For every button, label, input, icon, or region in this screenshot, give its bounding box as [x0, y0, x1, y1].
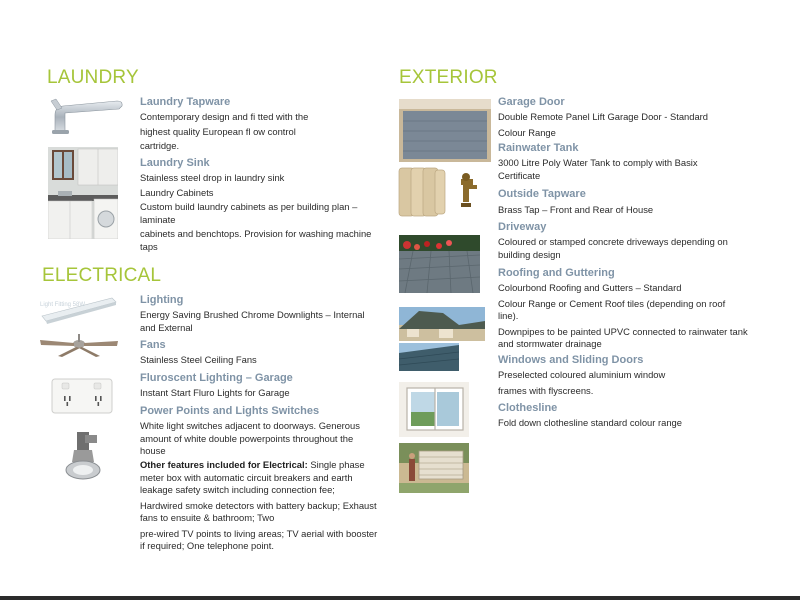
bottom-border	[0, 596, 800, 600]
outside-tapware-text: Brass Tap – Front and Rear of House	[498, 204, 654, 215]
laundry-room-image	[48, 147, 118, 239]
laundry-tapware-line: cartridge.	[140, 140, 180, 151]
fluoro-image-caption: Light Fitting 58W	[40, 302, 86, 308]
power-text: White light switches adjacent to doorways. Generous amount of white double powerpoints throughout the house	[140, 420, 360, 456]
rainwater-text: 3000 Litre Poly Water Tank to comply with Basix Certificate	[498, 157, 698, 181]
windows-line: Preselected coloured aluminium window	[498, 369, 666, 380]
laundry-cabinets-line: Custom build laundry cabinets as per building plan – laminate	[140, 201, 358, 225]
fans-text: Stainless Steel Ceiling Fans	[140, 354, 257, 365]
rainwater-heading: Rainwater Tank	[498, 142, 579, 154]
windows-image	[399, 382, 469, 437]
tv-points-text: pre-wired TV points to living areas; TV aerial with booster if required; One telephone point.	[140, 527, 378, 551]
laundry-title: LAUNDRY	[47, 67, 139, 88]
lighting-heading: Lighting	[140, 294, 184, 306]
other-features-text: Single phase meter box with automatic circuit breakers and earth leakage safety switch including connection fee;	[140, 459, 365, 495]
clothesline-text: Fold down clothesline standard colour range	[498, 417, 682, 428]
garage-door-heading: Garage Door	[498, 96, 565, 108]
roofing-heading: Roofing and Guttering	[498, 267, 615, 279]
fluoro-heading: Fluroscent Lighting – Garage	[140, 372, 293, 384]
driveway-heading: Driveway	[498, 221, 547, 233]
power-point-image	[51, 378, 113, 414]
laundry-tapware-line: Contemporary design and fi tted with the	[140, 111, 309, 122]
windows-heading: Windows and Sliding Doors	[498, 354, 644, 366]
smoke-detectors-text: Hardwired smoke detectors with battery backup; Exhaust fans to ensuite & bathroom; Two	[140, 499, 377, 523]
laundry-tapware-heading: Laundry Tapware	[140, 96, 231, 108]
garage-door-image	[399, 99, 491, 162]
laundry-sink-heading: Laundry Sink	[140, 157, 210, 169]
clothesline-heading: Clothesline	[498, 402, 558, 414]
laundry-sink-line: Laundry Cabinets	[140, 186, 214, 198]
fluoro-light-image	[38, 292, 120, 328]
laundry-tap-image	[47, 97, 125, 137]
rainwater-tank-image	[397, 165, 487, 218]
clothesline-image	[399, 443, 469, 493]
garage-door-line: Double Remote Panel Lift Garage Door - Standard	[498, 111, 709, 122]
roofing-text	[498, 282, 748, 351]
roofing-line: Colourbond Roofing and Gutters – Standard	[498, 282, 682, 293]
fluoro-text: Instant Start Fluro Lights for Garage	[140, 387, 290, 398]
ceiling-fan-image	[38, 332, 120, 358]
power-heading: Power Points and Lights Switches	[140, 405, 320, 417]
electrical-title: ELECTRICAL	[42, 265, 162, 286]
driveway-text: Coloured or stamped concrete driveways depending on building design	[498, 236, 728, 260]
laundry-sink-text	[140, 172, 385, 253]
other-electrical-text	[140, 459, 380, 553]
roofing-line: Downpipes to be painted UPVC connected to rainwater tank and stormwater drainage	[498, 325, 748, 349]
fans-heading: Fans	[140, 339, 166, 351]
laundry-tapware-line: highest quality European fl ow control	[140, 125, 296, 137]
garage-door-line: Colour Range	[498, 126, 556, 138]
laundry-tapware-text	[140, 111, 340, 153]
garage-door-text	[498, 111, 748, 139]
roofing-image-2	[399, 343, 459, 371]
driveway-image	[399, 235, 480, 293]
laundry-cabinets-line: cabinets and benchtops. Provision for washing machine taps	[140, 228, 372, 252]
downlight-image	[60, 430, 102, 482]
roofing-line: Colour Range or Cement Roof tiles (depending on roof line).	[498, 297, 726, 321]
other-features-label: Other features included for Electrical:	[140, 459, 308, 470]
exterior-title: EXTERIOR	[399, 67, 498, 88]
windows-line: frames with flyscreens.	[498, 384, 594, 396]
lighting-text: Energy Saving Brushed Chrome Downlights – Internal and External	[140, 309, 365, 333]
laundry-sink-line: Stainless steel drop in laundry sink	[140, 172, 285, 183]
roofing-image-1	[399, 307, 485, 341]
windows-text	[498, 369, 748, 397]
outside-tapware-heading: Outside Tapware	[498, 188, 586, 200]
